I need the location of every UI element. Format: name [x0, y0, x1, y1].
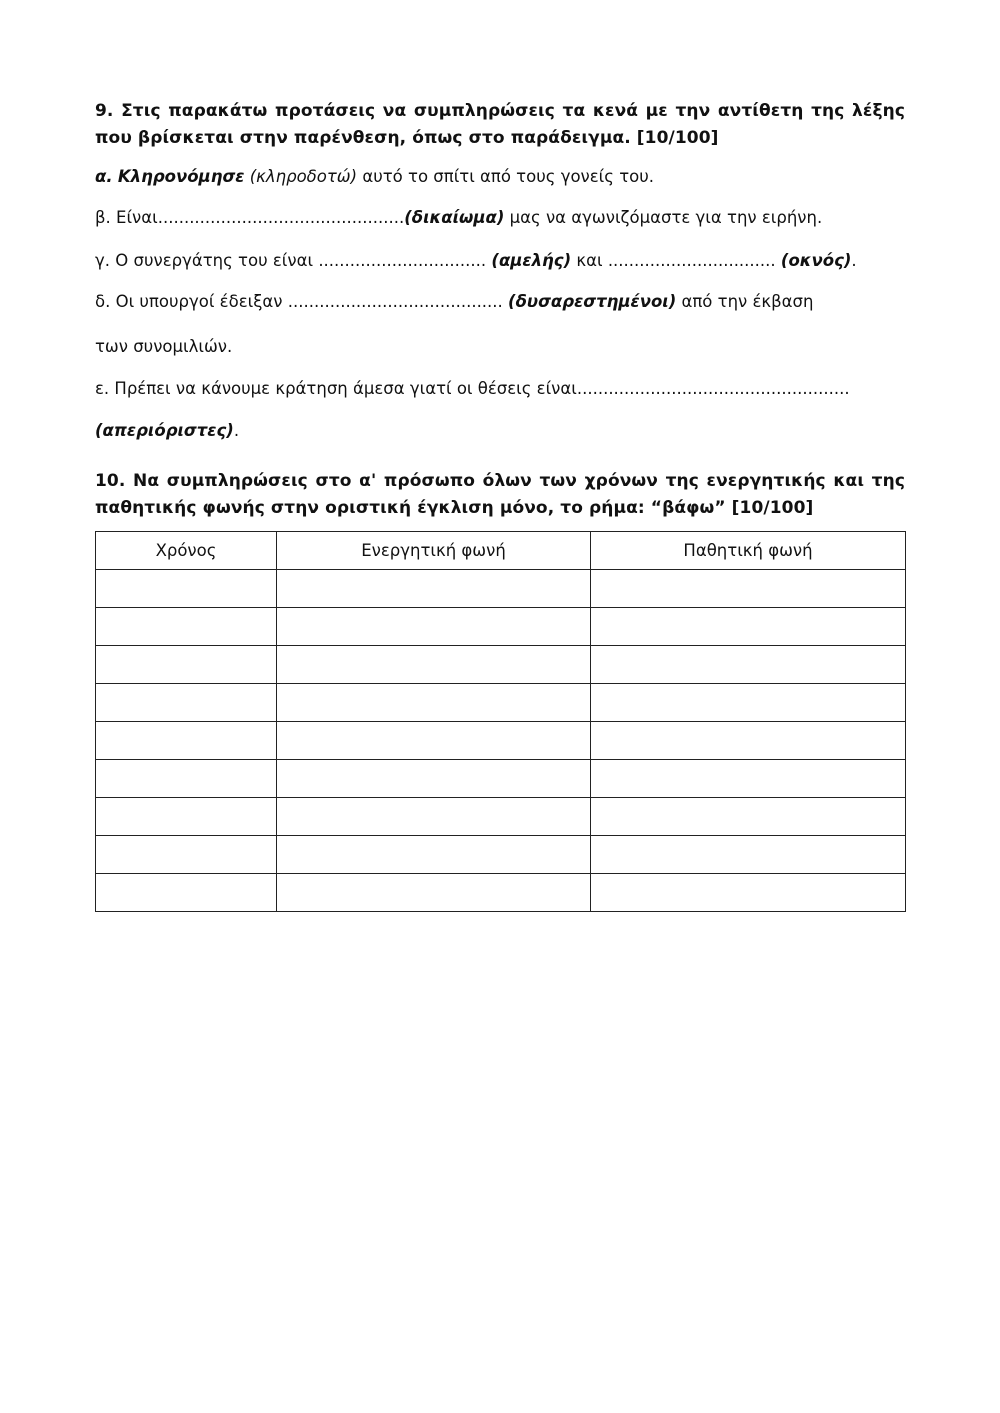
- header-active-voice: Ενεργητική φωνή: [277, 532, 591, 570]
- q9-e-pre: ε. Πρέπει να κάνουμε κράτηση άμεσα γιατί οι θέσεις είναι: [95, 379, 577, 398]
- q9-line-e2: [95, 419, 905, 443]
- tense-cell[interactable]: [96, 874, 277, 912]
- tense-cell[interactable]: [96, 684, 277, 722]
- table-row: [96, 760, 906, 798]
- q9-b-rest: μας να αγωνιζόμαστε για την ειρήνη.: [509, 208, 823, 227]
- q9-line-c: [95, 249, 905, 273]
- active-voice-cell[interactable]: [277, 722, 591, 760]
- passive-voice-cell[interactable]: [591, 684, 906, 722]
- passive-voice-cell[interactable]: [591, 836, 906, 874]
- q9-e-blank[interactable]: ....................................................: [576, 379, 850, 398]
- q9-d-blank[interactable]: .........................................: [287, 292, 503, 311]
- q9-line-d2: των συνομιλιών.: [95, 337, 233, 356]
- q9-c-blank-1[interactable]: ................................: [318, 251, 487, 270]
- passive-voice-cell[interactable]: [591, 608, 906, 646]
- tense-cell[interactable]: [96, 570, 277, 608]
- active-voice-cell[interactable]: [277, 570, 591, 608]
- passive-voice-cell[interactable]: [591, 722, 906, 760]
- q9-e-end: .: [233, 421, 240, 440]
- q9-c-blank-2[interactable]: ................................: [607, 251, 776, 270]
- q9-d-hint: (δυσαρεστημένοι): [508, 292, 677, 311]
- q9-line-d: [95, 290, 905, 314]
- active-voice-cell[interactable]: [277, 684, 591, 722]
- q9-e-hint: (απεριόριστες): [95, 421, 234, 440]
- tense-cell[interactable]: [96, 722, 277, 760]
- table-row: [96, 570, 906, 608]
- q9-c-pre: γ. Ο συνεργάτης του είναι: [95, 251, 314, 270]
- table-row: [96, 722, 906, 760]
- active-voice-cell[interactable]: [277, 798, 591, 836]
- table-row: [96, 874, 906, 912]
- passive-voice-cell[interactable]: [591, 760, 906, 798]
- header-passive-voice: Παθητική φωνή: [591, 532, 906, 570]
- q9-a-hint: (κληροδοτώ): [249, 167, 358, 186]
- q9-a-answer: Κληρονόμησε: [117, 167, 245, 186]
- active-voice-cell[interactable]: [277, 874, 591, 912]
- tense-cell[interactable]: [96, 608, 277, 646]
- passive-voice-cell[interactable]: [591, 570, 906, 608]
- active-voice-cell[interactable]: [277, 646, 591, 684]
- q9-c-hint-2: (οκνός): [780, 251, 852, 270]
- q9-c-hint-1: (αμελής): [491, 251, 572, 270]
- q9-b-hint: (δικαίωμα): [404, 208, 505, 227]
- tense-cell[interactable]: [96, 836, 277, 874]
- passive-voice-cell[interactable]: [591, 798, 906, 836]
- passive-voice-cell[interactable]: [591, 874, 906, 912]
- q9-a-label: α.: [95, 167, 113, 186]
- question-9-title: 9. Στις παρακάτω προτάσεις να συμπληρώσεις τα κενά με την αντίθετη της λέξης που βρίσκεται στην παρένθεση, όπως στο παράδειγμα. [10/100]: [95, 101, 905, 148]
- conjugation-table: [95, 531, 906, 912]
- active-voice-cell[interactable]: [277, 836, 591, 874]
- active-voice-cell[interactable]: [277, 608, 591, 646]
- table-row: [96, 798, 906, 836]
- q9-b-blank[interactable]: ...............................................: [157, 208, 405, 227]
- tense-cell[interactable]: [96, 798, 277, 836]
- table-body: [96, 570, 906, 912]
- table-row: [96, 646, 906, 684]
- q9-d-pre: δ. Οι υπουργοί έδειξαν: [95, 292, 283, 311]
- tense-cell[interactable]: [96, 760, 277, 798]
- q9-a-rest: αυτό το σπίτι από τους γονείς του.: [362, 167, 655, 186]
- q9-c-end: .: [851, 251, 857, 270]
- active-voice-cell[interactable]: [277, 760, 591, 798]
- table-row: [96, 608, 906, 646]
- q9-b-pre: β. Είναι: [95, 208, 158, 227]
- tense-cell[interactable]: [96, 646, 277, 684]
- passive-voice-cell[interactable]: [591, 646, 906, 684]
- q9-line-b: [95, 206, 905, 230]
- header-tense: Χρόνος: [96, 532, 277, 570]
- q9-c-mid: και: [576, 251, 603, 270]
- q9-line-a: [95, 165, 905, 189]
- table-header-row: [96, 532, 906, 570]
- q9-line-e: [95, 377, 905, 401]
- q9-d-rest: από την έκβαση: [681, 292, 814, 311]
- question-10-title: 10. Να συμπληρώσεις στο α' πρόσωπο όλων των χρόνων της ενεργητικής και της παθητικής φωνής στην οριστική έγκλιση μόνο, το ρήμα: “βάφω” [10/100]: [95, 471, 905, 518]
- table-row: [96, 836, 906, 874]
- table-row: [96, 684, 906, 722]
